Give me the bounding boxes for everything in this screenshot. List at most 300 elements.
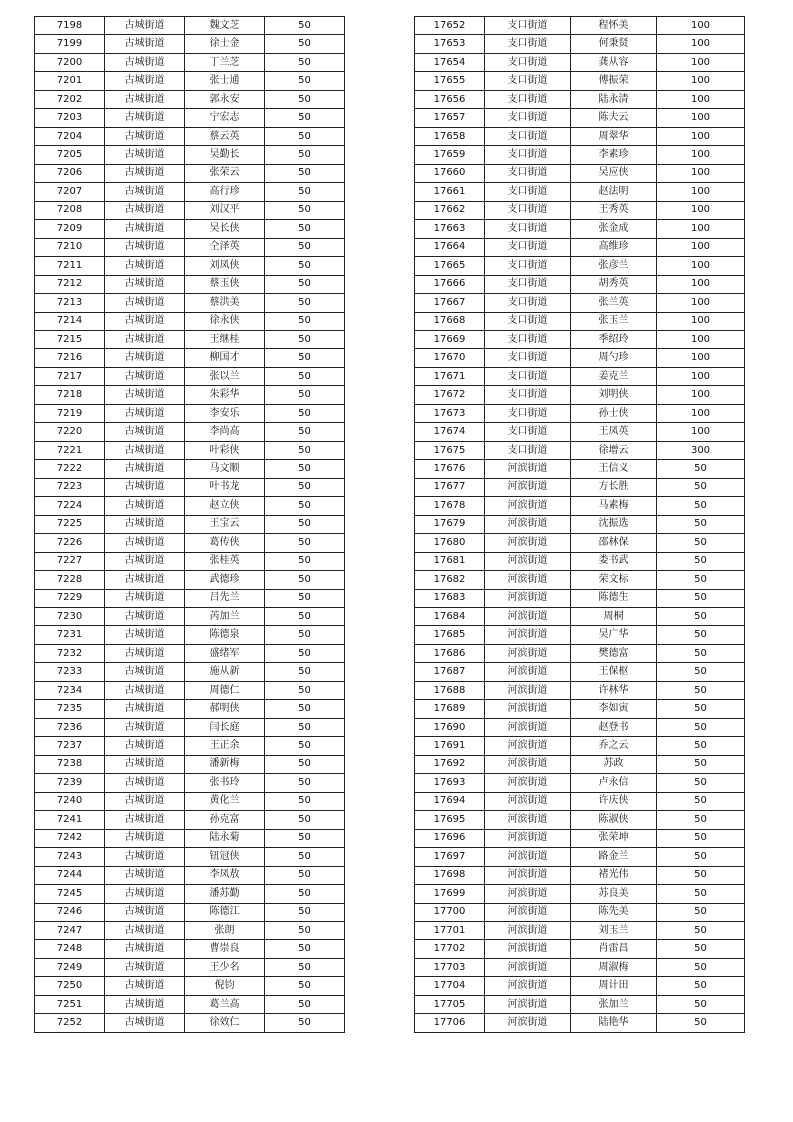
name-cell: 苏政 xyxy=(571,755,657,773)
id-cell: 7199 xyxy=(35,35,105,53)
amount-cell: 50 xyxy=(657,608,745,626)
street-cell: 支口街道 xyxy=(485,367,571,385)
id-cell: 17670 xyxy=(415,349,485,367)
amount-cell: 50 xyxy=(265,681,345,699)
street-cell: 古城街道 xyxy=(105,201,185,219)
street-cell: 支口街道 xyxy=(485,183,571,201)
street-cell: 河滨街道 xyxy=(485,515,571,533)
amount-cell: 50 xyxy=(265,552,345,570)
street-cell: 古城街道 xyxy=(105,312,185,330)
name-cell: 吴广华 xyxy=(571,626,657,644)
street-cell: 支口街道 xyxy=(485,330,571,348)
table-row xyxy=(415,72,745,90)
amount-cell: 50 xyxy=(265,127,345,145)
amount-cell: 50 xyxy=(265,460,345,478)
street-cell: 古城街道 xyxy=(105,257,185,275)
id-cell: 7222 xyxy=(35,460,105,478)
name-cell: 方长胜 xyxy=(571,478,657,496)
amount-cell: 50 xyxy=(657,460,745,478)
name-cell: 胡秀英 xyxy=(571,275,657,293)
street-cell: 河滨街道 xyxy=(485,589,571,607)
table-row xyxy=(35,164,345,182)
name-cell: 张桂英 xyxy=(185,552,265,570)
table-row xyxy=(415,663,745,681)
table-row xyxy=(35,146,345,164)
table-row xyxy=(35,995,345,1013)
table-row xyxy=(415,829,745,847)
table-row xyxy=(415,17,745,35)
amount-cell: 100 xyxy=(657,35,745,53)
name-cell: 龚从容 xyxy=(571,53,657,71)
table-row xyxy=(35,718,345,736)
id-cell: 7243 xyxy=(35,848,105,866)
street-cell: 河滨街道 xyxy=(485,644,571,662)
street-cell: 支口街道 xyxy=(485,17,571,35)
street-cell: 河滨街道 xyxy=(485,552,571,570)
street-cell: 古城街道 xyxy=(105,792,185,810)
name-cell: 叶书龙 xyxy=(185,478,265,496)
table-row xyxy=(35,17,345,35)
table-row xyxy=(35,349,345,367)
table-row xyxy=(415,608,745,626)
amount-cell: 50 xyxy=(265,1014,345,1032)
street-cell: 河滨街道 xyxy=(485,497,571,515)
name-cell: 李尚高 xyxy=(185,423,265,441)
table-row xyxy=(35,127,345,145)
name-cell: 黄化兰 xyxy=(185,792,265,810)
amount-cell: 50 xyxy=(265,958,345,976)
street-cell: 古城街道 xyxy=(105,294,185,312)
amount-cell: 50 xyxy=(657,940,745,958)
amount-cell: 50 xyxy=(265,589,345,607)
table-row xyxy=(415,866,745,884)
name-cell: 季绍玲 xyxy=(571,330,657,348)
table-row xyxy=(35,700,345,718)
name-cell: 陆永菊 xyxy=(185,829,265,847)
amount-cell: 50 xyxy=(265,626,345,644)
table-row xyxy=(415,497,745,515)
amount-cell: 50 xyxy=(265,386,345,404)
table-row xyxy=(35,792,345,810)
id-cell: 7210 xyxy=(35,238,105,256)
amount-cell: 50 xyxy=(657,903,745,921)
id-cell: 7207 xyxy=(35,183,105,201)
amount-cell: 50 xyxy=(657,848,745,866)
street-cell: 支口街道 xyxy=(485,404,571,422)
street-cell: 河滨街道 xyxy=(485,755,571,773)
name-cell: 马文顺 xyxy=(185,460,265,478)
id-cell: 17671 xyxy=(415,367,485,385)
street-cell: 古城街道 xyxy=(105,811,185,829)
name-cell: 周翠华 xyxy=(571,127,657,145)
amount-cell: 50 xyxy=(265,663,345,681)
id-cell: 7221 xyxy=(35,441,105,459)
street-cell: 古城街道 xyxy=(105,589,185,607)
street-cell: 古城街道 xyxy=(105,146,185,164)
id-cell: 17706 xyxy=(415,1014,485,1032)
street-cell: 古城街道 xyxy=(105,367,185,385)
amount-cell: 100 xyxy=(657,53,745,71)
table-row xyxy=(415,977,745,995)
amount-cell: 50 xyxy=(265,921,345,939)
name-cell: 葛兰高 xyxy=(185,995,265,1013)
street-cell: 河滨街道 xyxy=(485,829,571,847)
amount-cell: 100 xyxy=(657,423,745,441)
street-cell: 古城街道 xyxy=(105,848,185,866)
name-cell: 张书玲 xyxy=(185,774,265,792)
street-cell: 支口街道 xyxy=(485,294,571,312)
amount-cell: 50 xyxy=(265,571,345,589)
street-cell: 古城街道 xyxy=(105,330,185,348)
amount-cell: 50 xyxy=(657,774,745,792)
table-row xyxy=(35,238,345,256)
amount-cell: 50 xyxy=(657,718,745,736)
name-cell: 高行珍 xyxy=(185,183,265,201)
street-cell: 河滨街道 xyxy=(485,792,571,810)
id-cell: 17659 xyxy=(415,146,485,164)
id-cell: 7202 xyxy=(35,90,105,108)
table-row xyxy=(415,238,745,256)
id-cell: 17654 xyxy=(415,53,485,71)
street-cell: 河滨街道 xyxy=(485,681,571,699)
street-cell: 古城街道 xyxy=(105,1014,185,1032)
street-cell: 古城街道 xyxy=(105,885,185,903)
id-cell: 7214 xyxy=(35,312,105,330)
table-row xyxy=(415,127,745,145)
name-cell: 闫长庭 xyxy=(185,718,265,736)
id-cell: 17677 xyxy=(415,478,485,496)
id-cell: 17652 xyxy=(415,17,485,35)
amount-cell: 50 xyxy=(265,718,345,736)
table-row xyxy=(415,700,745,718)
amount-cell: 50 xyxy=(265,109,345,127)
id-cell: 17681 xyxy=(415,552,485,570)
amount-cell: 100 xyxy=(657,127,745,145)
table-row xyxy=(35,977,345,995)
amount-cell: 100 xyxy=(657,146,745,164)
table-row xyxy=(35,1014,345,1032)
street-cell: 古城街道 xyxy=(105,681,185,699)
id-cell: 7204 xyxy=(35,127,105,145)
id-cell: 7209 xyxy=(35,220,105,238)
name-cell: 张士通 xyxy=(185,72,265,90)
amount-cell: 50 xyxy=(657,737,745,755)
name-cell: 陈先美 xyxy=(571,903,657,921)
name-cell: 张玉兰 xyxy=(571,312,657,330)
street-cell: 河滨街道 xyxy=(485,460,571,478)
name-cell: 郭永安 xyxy=(185,90,265,108)
id-cell: 17657 xyxy=(415,109,485,127)
street-cell: 古城街道 xyxy=(105,774,185,792)
id-cell: 7198 xyxy=(35,17,105,35)
street-cell: 河滨街道 xyxy=(485,811,571,829)
amount-cell: 50 xyxy=(265,977,345,995)
street-cell: 古城街道 xyxy=(105,995,185,1013)
street-cell: 支口街道 xyxy=(485,238,571,256)
table-row xyxy=(35,72,345,90)
id-cell: 7239 xyxy=(35,774,105,792)
amount-cell: 50 xyxy=(265,349,345,367)
id-cell: 17704 xyxy=(415,977,485,995)
street-cell: 河滨街道 xyxy=(485,1014,571,1032)
name-cell: 刘玉兰 xyxy=(571,921,657,939)
street-cell: 古城街道 xyxy=(105,220,185,238)
table-row xyxy=(35,958,345,976)
name-cell: 丁兰芝 xyxy=(185,53,265,71)
table-row xyxy=(35,774,345,792)
street-cell: 古城街道 xyxy=(105,866,185,884)
id-cell: 17656 xyxy=(415,90,485,108)
id-cell: 7248 xyxy=(35,940,105,958)
table-row xyxy=(35,183,345,201)
amount-cell: 50 xyxy=(657,534,745,552)
table-row xyxy=(35,497,345,515)
table-row xyxy=(415,811,745,829)
amount-cell: 100 xyxy=(657,275,745,293)
id-cell: 17701 xyxy=(415,921,485,939)
id-cell: 7230 xyxy=(35,608,105,626)
name-cell: 钮冠侠 xyxy=(185,848,265,866)
street-cell: 古城街道 xyxy=(105,552,185,570)
id-cell: 7213 xyxy=(35,294,105,312)
table-row xyxy=(35,53,345,71)
table-row xyxy=(415,349,745,367)
table-row xyxy=(35,367,345,385)
amount-cell: 50 xyxy=(265,478,345,496)
amount-cell: 50 xyxy=(265,275,345,293)
id-cell: 17689 xyxy=(415,700,485,718)
name-cell: 周勺珍 xyxy=(571,349,657,367)
id-cell: 17698 xyxy=(415,866,485,884)
table-row xyxy=(415,257,745,275)
street-cell: 古城街道 xyxy=(105,940,185,958)
street-cell: 古城街道 xyxy=(105,404,185,422)
street-cell: 河滨街道 xyxy=(485,958,571,976)
street-cell: 河滨街道 xyxy=(485,940,571,958)
name-cell: 吴应侠 xyxy=(571,164,657,182)
street-cell: 古城街道 xyxy=(105,497,185,515)
name-cell: 高维珍 xyxy=(571,238,657,256)
id-cell: 7212 xyxy=(35,275,105,293)
street-cell: 古城街道 xyxy=(105,72,185,90)
name-cell: 陆艳华 xyxy=(571,1014,657,1032)
id-cell: 17682 xyxy=(415,571,485,589)
table-row xyxy=(415,441,745,459)
id-cell: 7205 xyxy=(35,146,105,164)
table-row xyxy=(415,774,745,792)
id-cell: 7211 xyxy=(35,257,105,275)
id-cell: 17685 xyxy=(415,626,485,644)
street-cell: 古城街道 xyxy=(105,903,185,921)
name-cell: 王秀英 xyxy=(571,201,657,219)
name-cell: 王凤英 xyxy=(571,423,657,441)
id-cell: 7244 xyxy=(35,866,105,884)
table-row xyxy=(415,626,745,644)
amount-cell: 100 xyxy=(657,312,745,330)
name-cell: 周计田 xyxy=(571,977,657,995)
amount-cell: 50 xyxy=(657,958,745,976)
street-cell: 古城街道 xyxy=(105,127,185,145)
table-row xyxy=(415,515,745,533)
amount-cell: 50 xyxy=(265,608,345,626)
name-cell: 许林华 xyxy=(571,681,657,699)
id-cell: 7249 xyxy=(35,958,105,976)
street-cell: 古城街道 xyxy=(105,755,185,773)
table-row xyxy=(415,201,745,219)
table-row xyxy=(415,312,745,330)
amount-cell: 100 xyxy=(657,17,745,35)
id-cell: 17673 xyxy=(415,404,485,422)
id-cell: 7240 xyxy=(35,792,105,810)
amount-cell: 50 xyxy=(265,35,345,53)
amount-cell: 50 xyxy=(265,811,345,829)
street-cell: 支口街道 xyxy=(485,423,571,441)
street-cell: 河滨街道 xyxy=(485,478,571,496)
id-cell: 17674 xyxy=(415,423,485,441)
street-cell: 河滨街道 xyxy=(485,608,571,626)
street-cell: 河滨街道 xyxy=(485,700,571,718)
id-cell: 17666 xyxy=(415,275,485,293)
amount-cell: 50 xyxy=(265,90,345,108)
name-cell: 李如寅 xyxy=(571,700,657,718)
id-cell: 7242 xyxy=(35,829,105,847)
table-row xyxy=(415,571,745,589)
amount-cell: 50 xyxy=(657,866,745,884)
street-cell: 河滨街道 xyxy=(485,571,571,589)
table-row xyxy=(35,109,345,127)
name-cell: 张金成 xyxy=(571,220,657,238)
table-row xyxy=(35,441,345,459)
amount-cell: 50 xyxy=(265,497,345,515)
street-cell: 支口街道 xyxy=(485,201,571,219)
table-row xyxy=(415,995,745,1013)
id-cell: 17661 xyxy=(415,183,485,201)
street-cell: 河滨街道 xyxy=(485,663,571,681)
table-row xyxy=(35,921,345,939)
street-cell: 支口街道 xyxy=(485,146,571,164)
name-cell: 郝明侠 xyxy=(185,700,265,718)
name-cell: 叶彩侠 xyxy=(185,441,265,459)
id-cell: 7246 xyxy=(35,903,105,921)
table-row xyxy=(35,220,345,238)
table-row xyxy=(415,294,745,312)
id-cell: 17678 xyxy=(415,497,485,515)
street-cell: 支口街道 xyxy=(485,349,571,367)
table-row xyxy=(415,848,745,866)
street-cell: 古城街道 xyxy=(105,958,185,976)
amount-cell: 100 xyxy=(657,72,745,90)
left-table-body xyxy=(35,17,345,1033)
id-cell: 17653 xyxy=(415,35,485,53)
id-cell: 17665 xyxy=(415,257,485,275)
name-cell: 苏良美 xyxy=(571,885,657,903)
street-cell: 古城街道 xyxy=(105,275,185,293)
name-cell: 褚光伟 xyxy=(571,866,657,884)
amount-cell: 50 xyxy=(265,312,345,330)
table-row xyxy=(415,423,745,441)
id-cell: 7236 xyxy=(35,718,105,736)
street-cell: 古城街道 xyxy=(105,921,185,939)
name-cell: 魏文芝 xyxy=(185,17,265,35)
table-row xyxy=(415,109,745,127)
table-row xyxy=(415,885,745,903)
name-cell: 乔之云 xyxy=(571,737,657,755)
name-cell: 沈振选 xyxy=(571,515,657,533)
name-cell: 王少名 xyxy=(185,958,265,976)
amount-cell: 50 xyxy=(657,792,745,810)
name-cell: 赵登书 xyxy=(571,718,657,736)
name-cell: 张荣云 xyxy=(185,164,265,182)
street-cell: 古城街道 xyxy=(105,515,185,533)
street-cell: 支口街道 xyxy=(485,109,571,127)
name-cell: 何秉贤 xyxy=(571,35,657,53)
street-cell: 支口街道 xyxy=(485,53,571,71)
id-cell: 17676 xyxy=(415,460,485,478)
id-cell: 17662 xyxy=(415,201,485,219)
id-cell: 17699 xyxy=(415,885,485,903)
table-row xyxy=(35,737,345,755)
name-cell: 吴勤长 xyxy=(185,146,265,164)
table-row xyxy=(35,848,345,866)
amount-cell: 50 xyxy=(265,940,345,958)
table-row xyxy=(35,478,345,496)
table-row xyxy=(35,330,345,348)
name-cell: 姜克兰 xyxy=(571,367,657,385)
street-cell: 古城街道 xyxy=(105,478,185,496)
id-cell: 17667 xyxy=(415,294,485,312)
name-cell: 王正余 xyxy=(185,737,265,755)
name-cell: 宁宏志 xyxy=(185,109,265,127)
table-row xyxy=(35,201,345,219)
name-cell: 李凤敖 xyxy=(185,866,265,884)
id-cell: 17688 xyxy=(415,681,485,699)
name-cell: 樊德富 xyxy=(571,644,657,662)
table-row xyxy=(35,257,345,275)
table-row xyxy=(415,958,745,976)
street-cell: 古城街道 xyxy=(105,423,185,441)
name-cell: 赵立侠 xyxy=(185,497,265,515)
street-cell: 古城街道 xyxy=(105,109,185,127)
street-cell: 支口街道 xyxy=(485,220,571,238)
amount-cell: 50 xyxy=(657,885,745,903)
street-cell: 古城街道 xyxy=(105,534,185,552)
table-row xyxy=(35,829,345,847)
id-cell: 7232 xyxy=(35,644,105,662)
id-cell: 7229 xyxy=(35,589,105,607)
amount-cell: 50 xyxy=(657,644,745,662)
street-cell: 古城街道 xyxy=(105,90,185,108)
street-cell: 古城街道 xyxy=(105,17,185,35)
amount-cell: 50 xyxy=(265,737,345,755)
id-cell: 7218 xyxy=(35,386,105,404)
id-cell: 17686 xyxy=(415,644,485,662)
id-cell: 17702 xyxy=(415,940,485,958)
name-cell: 王保枢 xyxy=(571,663,657,681)
street-cell: 古城街道 xyxy=(105,460,185,478)
amount-cell: 50 xyxy=(657,515,745,533)
amount-cell: 100 xyxy=(657,257,745,275)
id-cell: 7238 xyxy=(35,755,105,773)
table-row xyxy=(35,423,345,441)
table-row xyxy=(35,626,345,644)
amount-cell: 50 xyxy=(265,220,345,238)
id-cell: 17655 xyxy=(415,72,485,90)
id-cell: 17693 xyxy=(415,774,485,792)
amount-cell: 50 xyxy=(265,903,345,921)
name-cell: 施从新 xyxy=(185,663,265,681)
table-row xyxy=(415,737,745,755)
amount-cell: 50 xyxy=(265,423,345,441)
